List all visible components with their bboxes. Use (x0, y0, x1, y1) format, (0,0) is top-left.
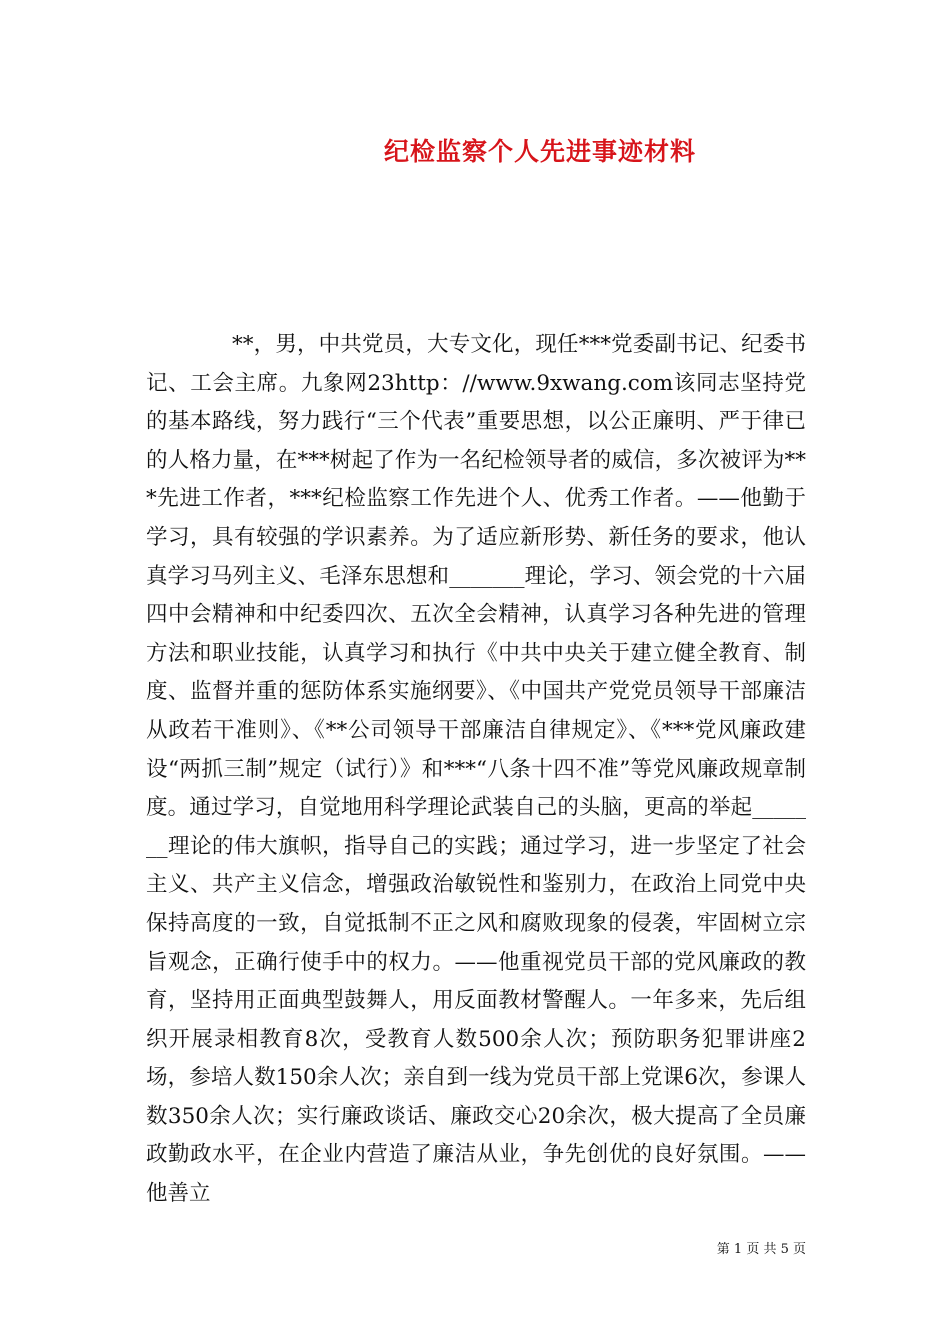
document-body-paragraph: **，男，中共党员，大专文化，现任***党委副书记、纪委书记、工会主席。九象网23http：//www.9xwang.com该同志坚持党的基本路线，努力践行“三个代表”重要思想，以公正廉明、严于律已的人格力量，在***树起了作为一名纪检领导者的威信，多次被评为***先进工作者，***纪检监察工作先进个人、优秀工作者。——他勤于学习，具有较强的学识素养。为了适应新形势、新任务的要求，他认真学习马列主义、毛泽东思想和_______理论，学习、领会党的十六届四中会精神和中纪委四次、五次全会精神，认真学习各种先进的管理方法和职业技能，认真学习和执行《中共中央关于建立健全教育、制度、监督并重的惩防体系实施纲要》、《中国共产党党员领导干部廉洁从政若干准则》、《**公司领导干部廉洁自律规定》、《***党风廉政建设“两抓三制”规定（试行）》和***“八条十四不准”等党风廉政规章制度。通过学习，自觉地用科学理论武装自己的头脑，更高的举起_______理论的伟大旗帜，指导自己的实践；通过学习，进一步坚定了社会主义、共产主义信念，增强政治敏锐性和鉴别力，在政治上同党中央保持高度的一致，自觉抵制不正之风和腐败现象的侵袭，牢固树立宗旨观念，正确行使手中的权力。——他重视党员干部的党风廉政的教育，坚持用正面典型鼓舞人，用反面教材警醒人。一年多来，先后组织开展录相教育8次，受教育人数500余人次；预防职务犯罪讲座2场，参培人数150余人次；亲自到一线为党员干部上党课6次，参课人数350余人次；实行廉政谈话、廉政交心20余次，极大提高了全员廉政勤政水平，在企业内营造了廉洁从业，争先创优的良好氛围。——他善立 (146, 332, 806, 1207)
document-title: 纪检监察个人先进事迹材料 (383, 137, 696, 166)
page-number-footer: 第 1 页 共 5 页 (716, 1242, 806, 1257)
